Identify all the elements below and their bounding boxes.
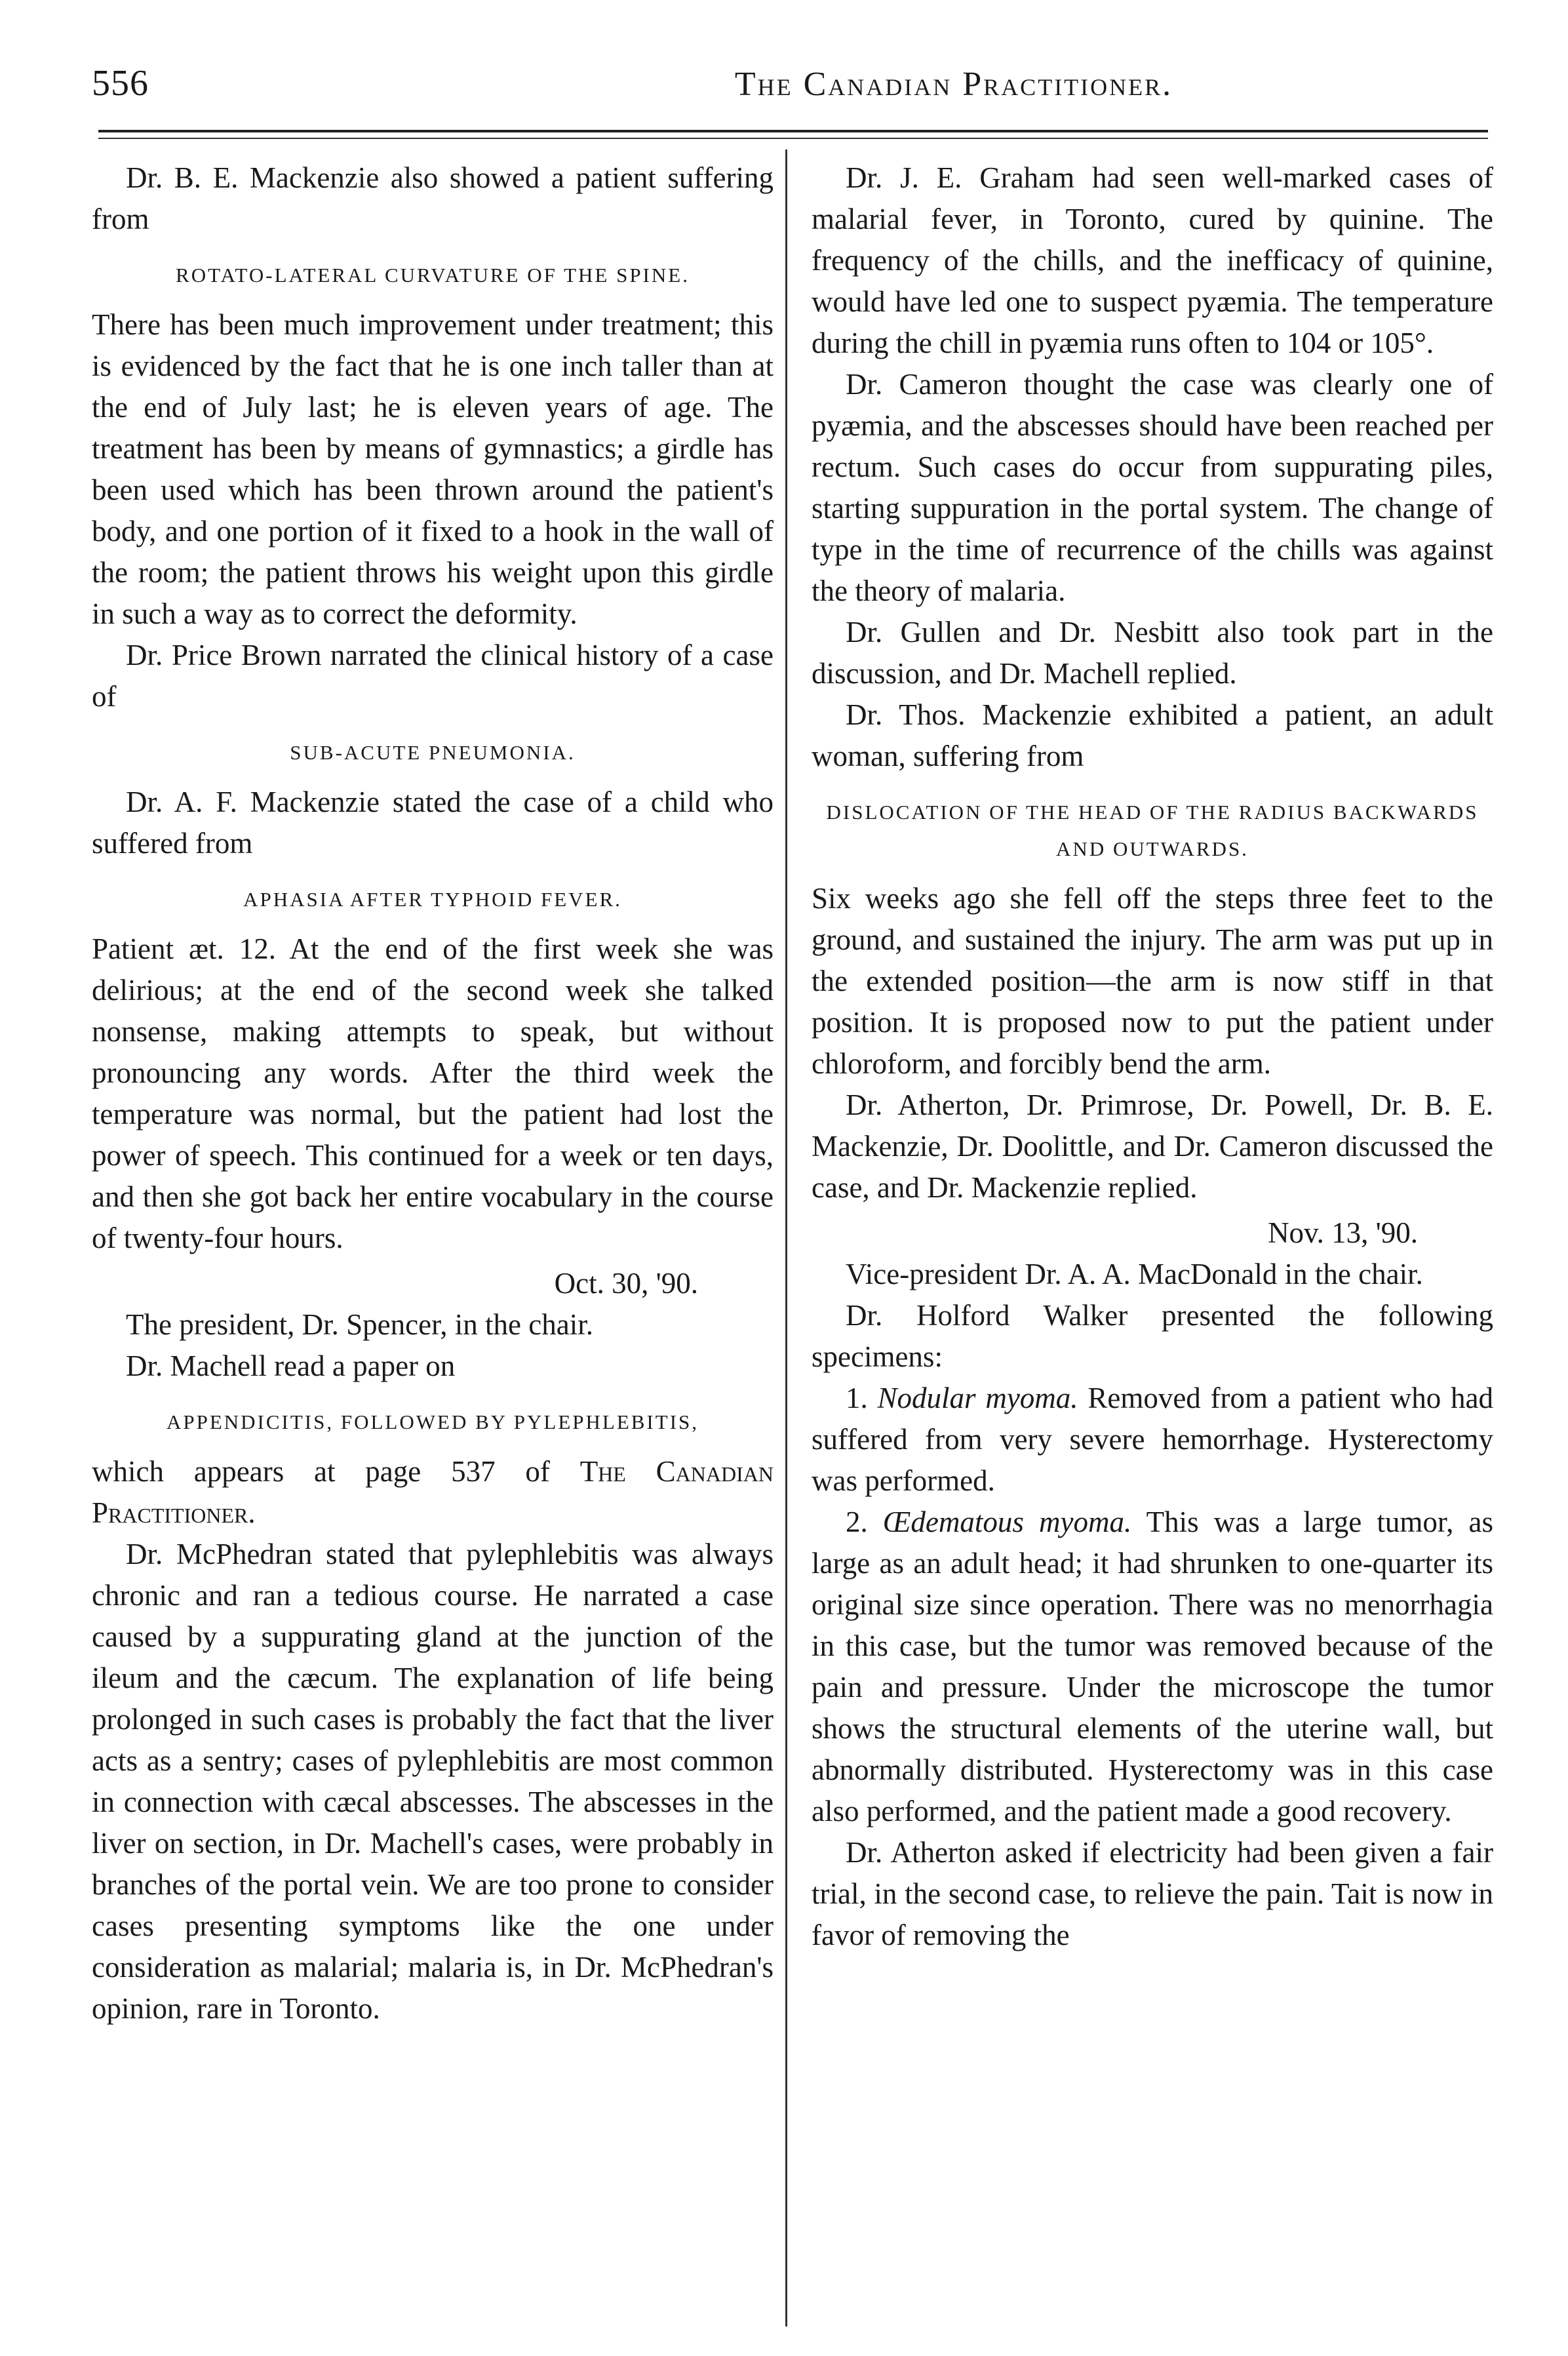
paragraph: Dr. McPhedran stated that pylephlebitis was always chronic and ran a tedious course. He narrated a case caused by a suppurating gland at the junction of the ileum and the cæcum. The explanation of life being prolonged in such cases is probably the fact that the liver acts as a sentry; cases of pylephlebitis are most common in connection with cæcal abscesses. The abscesses in the liver on section, in Dr. Machell's cases, were probably in branches of the portal vein. We are too prone to consider cases presenting symptoms like the one under consideration as malarial; malaria is, in Dr. McPhedran's opinion, rare in Toronto. <box>92 1538 774 2025</box>
page-number: 556 <box>92 63 149 104</box>
paragraph: Dr. A. F. Mackenzie stated the case of a child who suffered from <box>92 786 774 860</box>
paragraph: There has been much improvement under treatment; this is evidenced by the fact that he is one inch taller than at the end of July last; he is eleven years of age. The treatment has been by means of gymnastics; a girdle has been used which has been thrown around the patient's body, and one portion of it fixed to a hook in the wall of the room; the patient throws his weight upon this girdle in such a way as to correct the deformity. <box>92 308 774 630</box>
journal-title-reference: The Canadian Practitioner <box>92 1455 774 1529</box>
paragraph: Dr. B. E. Mackenzie also showed a patient suffering from <box>92 161 774 235</box>
item-number: 2. <box>846 1506 883 1538</box>
page-header <box>92 62 1488 121</box>
paragraph: Dr. Gullen and Dr. Nesbitt also took part in the discussion, and Dr. Machell replied. <box>812 616 1493 690</box>
specimen-name: Œdematous myoma. <box>882 1506 1132 1538</box>
meeting-date: Oct. 30, '90. <box>554 1267 698 1300</box>
left-column <box>92 157 774 2029</box>
paragraph: The president, Dr. Spencer, in the chair. <box>126 1308 593 1341</box>
text-run: . <box>248 1496 256 1529</box>
text-run: Removed from a patient who had suffered from very severe hemorrhage. Hysterectomy was performed. <box>812 1382 1494 1497</box>
meeting-date: Nov. 13, '90. <box>1268 1216 1418 1249</box>
paragraph: Patient æt. 12. At the end of the first week she was delirious; at the end of the second week she talked nonsense, making attempts to speak, but without pronouncing any words. After the third week the temperature was normal, but the patient had lost the power of speech. This continued for a week or ten days, and then she got back her entire vocabulary in the course of twenty-four hours. <box>92 932 774 1254</box>
item-number: 1. <box>846 1382 878 1414</box>
section-heading: DISLOCATION OF THE HEAD OF THE RADIUS BACKWARDS AND OUTWARDS. <box>826 801 1479 860</box>
specimen-name: Nodular myoma. <box>877 1382 1078 1414</box>
header-rule-thin <box>98 138 1488 139</box>
text-run: which appears at page 537 of <box>92 1455 580 1488</box>
header-rule-thick <box>98 130 1488 132</box>
section-heading: SUB-ACUTE PNEUMONIA. <box>290 741 576 764</box>
paragraph: Vice-president Dr. A. A. MacDonald in the chair. <box>846 1258 1423 1290</box>
section-heading: ROTATO-LATERAL CURVATURE OF THE SPINE. <box>176 264 690 287</box>
section-heading: APHASIA AFTER TYPHOID FEVER. <box>243 888 622 911</box>
paragraph: Dr. Price Brown narrated the clinical history of a case of <box>92 639 774 713</box>
paragraph <box>92 1451 774 1534</box>
running-title: The Canadian Practitioner. <box>734 66 1173 103</box>
right-column <box>812 157 1493 1956</box>
section-heading: APPENDICITIS, FOLLOWED BY PYLEPHLEBITIS, <box>166 1410 699 1433</box>
column-divider <box>785 150 787 2326</box>
paragraph: Dr. Holford Walker presented the following specimens: <box>812 1299 1493 1373</box>
paragraph: Dr. Atherton, Dr. Primrose, Dr. Powell, Dr. B. E. Mackenzie, Dr. Doolittle, and Dr. Cameron discussed the case, and Dr. Mackenzie replied. <box>812 1088 1493 1204</box>
paragraph: Six weeks ago she fell off the steps three feet to the ground, and sustained the injury. The arm was put up in the extended position—the arm is now stiff in that position. It is proposed now to put the patient under chloroform, and forcibly bend the arm. <box>812 882 1493 1080</box>
text-run: This was a large tumor, as large as an adult head; it had shrunken to one-quarter its original size since operation. There was no menorrhagia in this case, but the tumor was removed because of the pain and pressure. Under the microscope the tumor shows the structural elements of the uterine wall, but abnormally distributed. Hysterectomy was in this case also performed, and the patient made a good recovery. <box>812 1506 1493 1827</box>
specimen-item <box>812 1378 1493 1502</box>
paragraph: Dr. J. E. Graham had seen well-marked cases of malarial fever, in Toronto, cured by quinine. The frequency of the chills, and the inefficacy of quinine, would have led one to suspect pyæmia. The temperature during the chill in pyæmia runs often to 104 or 105°. <box>812 161 1493 359</box>
paragraph: Dr. Atherton asked if electricity had been given a fair trial, in the second case, to relieve the pain. Tait is now in favor of removing the <box>812 1836 1493 1951</box>
paragraph: Dr. Thos. Mackenzie exhibited a patient, an adult woman, suffering from <box>812 698 1493 772</box>
paragraph: Dr. Cameron thought the case was clearly one of pyæmia, and the abscesses should have been reached per rectum. Such cases do occur from suppurating piles, starting suppuration in the portal system. The change of type in the time of recurrence of the chills was against the theory of malaria. <box>812 368 1493 607</box>
specimen-item <box>812 1502 1493 1832</box>
paragraph: Dr. Machell read a paper on <box>126 1349 456 1382</box>
